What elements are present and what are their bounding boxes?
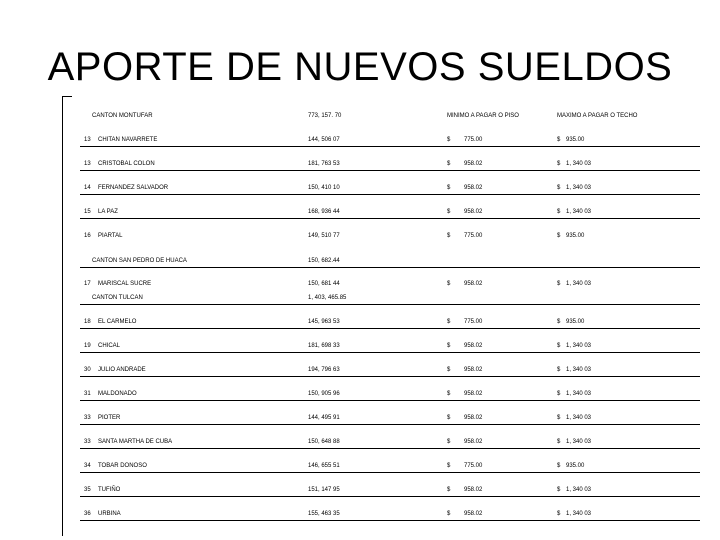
row-max-value: 1, 340 03 <box>566 487 592 493</box>
row-max-value: 935.00 <box>566 319 585 325</box>
row-max-currency: $ <box>557 415 561 421</box>
row-name: JULIO ANDRADE <box>98 367 146 373</box>
row-separator <box>80 170 700 171</box>
row-amount: 144, 495 91 <box>308 415 340 421</box>
row-max-currency: $ <box>557 137 561 143</box>
row-name: PIARTAL <box>98 233 123 239</box>
row-amount: 168, 936 44 <box>308 209 340 215</box>
row-separator <box>80 146 700 147</box>
table-row <box>0 435 720 449</box>
row-number: 14 <box>84 185 91 191</box>
row-separator <box>80 424 700 425</box>
row-amount: 150, 682.44 <box>308 258 340 264</box>
table-row <box>0 363 720 377</box>
row-amount: 150, 648 88 <box>308 439 340 445</box>
row-amount: 155, 463 35 <box>308 511 340 517</box>
row-min-value: 958.02 <box>464 161 483 167</box>
row-min-currency: $ <box>447 233 451 239</box>
table-row <box>0 459 720 473</box>
row-amount: 150, 905 96 <box>308 391 340 397</box>
table-row <box>0 507 720 521</box>
table-row <box>0 411 720 425</box>
row-number: 15 <box>84 209 91 215</box>
row-amount: 1, 403, 465.85 <box>308 295 347 301</box>
row-separator <box>80 194 700 195</box>
row-separator <box>80 400 700 401</box>
row-min-value: 958.02 <box>464 209 483 215</box>
row-min-value: 958.02 <box>464 487 483 493</box>
header-minimo: MINIMO A PAGAR O PISO <box>447 113 519 119</box>
table-row <box>0 291 720 305</box>
row-number: 18 <box>84 319 91 325</box>
row-min-value: 958.02 <box>464 185 483 191</box>
row-number: 16 <box>84 233 91 239</box>
row-max-currency: $ <box>557 439 561 445</box>
header-canton-amount: 773, 157. 70 <box>308 113 342 119</box>
row-separator <box>80 267 700 268</box>
table-row <box>0 133 720 147</box>
row-separator <box>80 448 700 449</box>
row-name: CANTON TULCAN <box>92 295 143 301</box>
row-amount: 150, 681 44 <box>308 281 340 287</box>
row-min-value: 958.02 <box>464 281 483 287</box>
row-max-value: 1, 340 03 <box>566 367 592 373</box>
row-min-value: 958.02 <box>464 343 483 349</box>
row-max-currency: $ <box>557 233 561 239</box>
row-name: CHICAL <box>98 343 121 349</box>
row-separator <box>80 218 700 219</box>
row-max-value: 935.00 <box>566 233 585 239</box>
row-min-currency: $ <box>447 319 451 325</box>
row-name: TOBAR DONOSO <box>98 463 147 469</box>
slide-title: APORTE DE NUEVOS SUELDOS <box>47 45 673 89</box>
row-name: EL CARMELO <box>98 319 137 325</box>
row-max-currency: $ <box>557 487 561 493</box>
row-min-currency: $ <box>447 281 451 287</box>
row-amount: 146, 655 51 <box>308 463 340 469</box>
row-separator <box>80 496 700 497</box>
row-amount: 149, 510 77 <box>308 233 340 239</box>
table-row <box>0 339 720 353</box>
table-row <box>0 483 720 497</box>
row-min-currency: $ <box>447 367 451 373</box>
row-name: CANTON SAN PEDRO DE HUACA <box>92 258 187 264</box>
row-amount: 144, 506 07 <box>308 137 340 143</box>
row-max-currency: $ <box>557 343 561 349</box>
row-amount: 181, 698 33 <box>308 343 340 349</box>
table-row <box>0 254 720 268</box>
row-max-value: 1, 340 03 <box>566 439 592 445</box>
row-max-currency: $ <box>557 319 561 325</box>
row-name: TUFIÑO <box>98 487 121 493</box>
header-canton-name: CANTON MONTUFAR <box>92 113 153 119</box>
row-max-currency: $ <box>557 391 561 397</box>
row-max-currency: $ <box>557 367 561 373</box>
row-min-value: 775.00 <box>464 233 483 239</box>
row-separator <box>80 328 700 329</box>
row-name: SANTA MARTHA DE CUBA <box>98 439 173 445</box>
row-max-value: 1, 340 03 <box>566 511 592 517</box>
row-number: 13 <box>84 137 91 143</box>
row-min-currency: $ <box>447 487 451 493</box>
row-max-value: 1, 340 03 <box>566 185 592 191</box>
row-max-currency: $ <box>557 185 561 191</box>
table-row <box>0 277 720 291</box>
row-number: 36 <box>84 511 91 517</box>
row-number: 30 <box>84 367 91 373</box>
row-min-value: 958.02 <box>464 367 483 373</box>
row-name: CHITAN NAVARRETE <box>98 137 158 143</box>
table-header-row <box>0 109 720 123</box>
row-max-value: 1, 340 03 <box>566 415 592 421</box>
row-name: CRISTOBAL COLON <box>98 161 155 167</box>
row-name: URBINA <box>98 511 121 517</box>
row-min-currency: $ <box>447 463 451 469</box>
row-min-value: 958.02 <box>464 391 483 397</box>
row-min-value: 958.02 <box>464 511 483 517</box>
row-min-value: 958.02 <box>464 439 483 445</box>
row-max-value: 1, 340 03 <box>566 281 592 287</box>
row-separator <box>80 520 700 521</box>
header-maximo: MAXIMO A PAGAR O TECHO <box>557 113 638 119</box>
row-number: 19 <box>84 343 91 349</box>
row-amount: 150, 410 10 <box>308 185 340 191</box>
row-min-currency: $ <box>447 161 451 167</box>
row-name: MARISCAL SUCRE <box>98 281 152 287</box>
table-row <box>0 229 720 243</box>
table-row <box>0 315 720 329</box>
row-name: MALDONADO <box>98 391 137 397</box>
row-number: 35 <box>84 487 91 493</box>
row-name: LA PAZ <box>98 209 118 215</box>
row-amount: 145, 963 53 <box>308 319 340 325</box>
row-max-currency: $ <box>557 209 561 215</box>
row-number: 13 <box>84 161 91 167</box>
row-max-currency: $ <box>557 281 561 287</box>
table-row <box>0 387 720 401</box>
table-row <box>0 205 720 219</box>
row-min-value: 775.00 <box>464 137 483 143</box>
row-separator <box>80 352 700 353</box>
table-row <box>0 181 720 195</box>
row-min-value: 775.00 <box>464 463 483 469</box>
row-min-currency: $ <box>447 415 451 421</box>
row-min-currency: $ <box>447 137 451 143</box>
row-max-currency: $ <box>557 463 561 469</box>
row-separator <box>80 304 700 305</box>
row-max-currency: $ <box>557 161 561 167</box>
row-min-value: 958.02 <box>464 415 483 421</box>
row-max-value: 935.00 <box>566 137 585 143</box>
row-separator <box>80 472 700 473</box>
row-name: FERNANDEZ SALVADOR <box>98 185 169 191</box>
row-name: PIOTER <box>98 415 121 421</box>
row-separator <box>80 376 700 377</box>
row-amount: 151, 147 95 <box>308 487 340 493</box>
row-min-currency: $ <box>447 439 451 445</box>
row-number: 33 <box>84 439 91 445</box>
row-max-value: 1, 340 03 <box>566 209 592 215</box>
row-max-value: 1, 340 03 <box>566 343 592 349</box>
row-number: 34 <box>84 463 91 469</box>
row-min-currency: $ <box>447 391 451 397</box>
row-max-value: 1, 340 03 <box>566 161 592 167</box>
row-min-currency: $ <box>447 185 451 191</box>
row-min-value: 775.00 <box>464 319 483 325</box>
row-number: 31 <box>84 391 91 397</box>
row-max-value: 1, 340 03 <box>566 391 592 397</box>
row-min-currency: $ <box>447 511 451 517</box>
row-max-currency: $ <box>557 511 561 517</box>
row-amount: 194, 796 63 <box>308 367 340 373</box>
row-amount: 181, 763 53 <box>308 161 340 167</box>
row-number: 17 <box>84 281 91 287</box>
table-row <box>0 157 720 171</box>
row-min-currency: $ <box>447 343 451 349</box>
row-number: 33 <box>84 415 91 421</box>
row-min-currency: $ <box>447 209 451 215</box>
row-max-value: 935.00 <box>566 463 585 469</box>
